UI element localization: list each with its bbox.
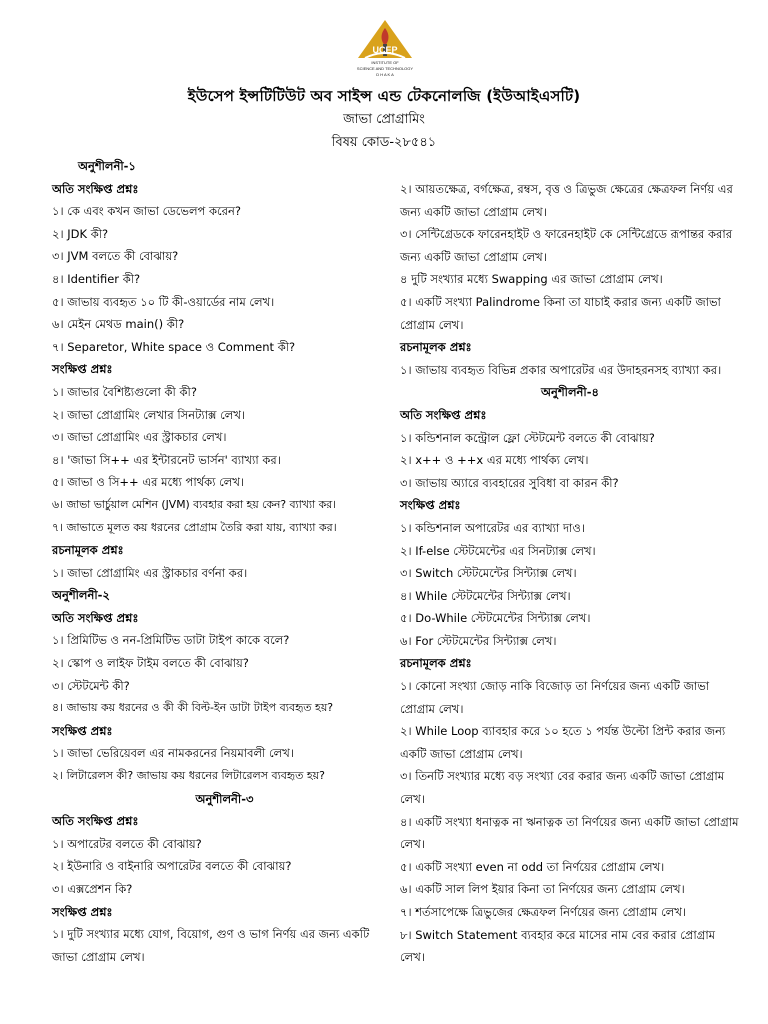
question: ৩। এক্সপ্রেশন কি? [52, 882, 133, 896]
section-heading-short: সংক্ষিপ্ত প্রশ্নঃ [52, 362, 113, 377]
question: ৩। জাভায় অ্যারে ব্যবহারের সুবিধা বা কারন কী? [400, 475, 619, 490]
question: ৭। জাভাতে মূলত কয় ধরনের প্রোগ্রাম তৈরি করা যায়, ব্যাখ্যা কর। [52, 520, 337, 534]
section-heading-short: সংক্ষিপ্ত প্রশ্নঃ [52, 723, 113, 738]
logo-ucep-text: UCEP [372, 45, 398, 55]
question: ১। প্রিমিটিভ ও নন-প্রিমিটিভ ডাটা টাইপ কাকে বলে? [52, 633, 290, 648]
question: ১। জাভা প্রোগ্রামিং এর স্ট্রাকচার বর্ণনা কর। [52, 565, 248, 580]
section-heading-very-short: অতি সংক্ষিপ্ত প্রশ্নঃ [52, 181, 139, 196]
question: ২। JDK কী? [52, 226, 109, 241]
question: ৬। For স্টেটমেন্টের সিন্ট্যাক্স লেখ। [400, 633, 557, 648]
section-heading-creative: রচনামূলক প্রশ্নঃ [400, 656, 472, 671]
section-heading-very-short: অতি সংক্ষিপ্ত প্রশ্নঃ [52, 814, 139, 829]
question: ২। While Loop ব্যাবহার করে ১০ হতে ১ পর্যন্ত উল্টো প্রিন্ট করার জন্য একটি জাভা প্রোগ্রাম লেখ। [400, 724, 726, 761]
question: ৩। সেন্টিগ্রেডকে ফারেনহাইট ও ফারেনহাইট কে সেন্টিগ্রেডে রূপান্তর করার জন্য একটি জাভা প্রোগ্রাম লেখ। [400, 227, 733, 264]
right-column [400, 178, 740, 969]
section-heading-creative: রচনামূলক প্রশ্নঃ [52, 543, 124, 558]
question: ৩। Switch স্টেটমেন্টের সিন্ট্যাক্স লেখ। [400, 566, 577, 581]
question: ৪। জাভায় কয় ধরনের ও কী কী বিল্ট-ইন ডাটা টাইপ ব্যবহৃত হয়? [52, 701, 334, 715]
question: ৬। মেইন মেথড main() কী? [52, 317, 185, 332]
question: ২। If-else স্টেটমেন্টের এর সিনট্যাক্স লেখ। [400, 543, 596, 558]
question: ৫। জাভায় ব্যবহৃত ১০ টি কী-ওয়ার্ডের নাম লেখ। [52, 294, 275, 309]
question: ১। জাভার বৈশিষ্ট্যগুলো কী কী? [52, 384, 197, 399]
question: ৬। জাভা ভার্চুয়াল মেশিন (JVM) ব্যবহার করা হয় কেন? ব্যাখ্যা কর। [52, 497, 336, 511]
question: ২। স্কোপ ও লাইফ টাইম বলতে কী বোঝায়? [52, 656, 249, 671]
exercise-heading: অনুশীলনী-২ [52, 588, 110, 603]
subject-code: বিষয় কোড-২৮৫৪১ [331, 135, 437, 150]
question: ৫। একটি সংখ্যা even না odd তা নির্ণয়ের প্রোগ্রাম লেখ। [400, 859, 665, 874]
question: ৪। Identifier কী? [52, 271, 141, 286]
question: ২। ইউনারি ও বাইনারি অপারেটর বলতে কী বোঝায়? [52, 859, 292, 874]
question: ৫। একটি সংখ্যা Palindrome কিনা তা যাচাই করার জন্য একটি জাভা প্রোগ্রাম লেখ। [400, 294, 721, 332]
question: ৫। জাভা ও সি++ এর মধ্যে পার্থক্য লেখ। [52, 475, 245, 490]
question: ৩। স্টেটমেন্ট কী? [52, 678, 130, 693]
subject-name: জাভা প্রোগ্রামিং [343, 112, 425, 127]
question: ২। আয়তক্ষেত্র, বর্গক্ষেত্র, রম্বস, বৃত্ত ও ত্রিভুজ ক্ষেত্রের ক্ষেত্রফল নির্ণয় এর জন্য একটি জাভা প্রোগ্রাম লেখ। [400, 182, 733, 219]
section-heading-very-short: অতি সংক্ষিপ্ত প্রশ্নঃ [52, 610, 139, 625]
question: ৩। JVM বলতে কী বোঝায়? [52, 249, 179, 264]
logo-line-4: D H A K A [376, 72, 394, 77]
question: ১। জাভায় ব্যবহৃত বিভিন্ন প্রকার অপারেটর এর উদাহরনসহ ব্যাখ্যা কর। [400, 362, 722, 377]
exercise-heading: অনুশীলনী-১ [78, 159, 136, 173]
question: ৪। 'জাভা সি++ এর ইন্টারনেট ভার্সন' ব্যাখ্যা কর। [52, 452, 281, 467]
question: ২। লিটারেলস কী? জাভায় কয় ধরনের লিটারেলস ব্যবহৃত হয়? [52, 769, 325, 783]
section-heading-short: সংক্ষিপ্ত প্রশ্নঃ [400, 498, 461, 513]
question: ১। জাভা ভেরিয়েবল এর নামকরনের নিয়মাবলী লেখ। [52, 746, 294, 761]
question: ৭। শর্তসাপেক্ষে ত্রিভুজের ক্ষেত্রফল নির্ণয়ের জন্য প্রোগ্রাম লেখ। [400, 905, 686, 919]
section-heading-very-short: অতি সংক্ষিপ্ত প্রশ্নঃ [400, 407, 487, 422]
question: ৩। জাভা প্রোগ্রামিং এর স্ট্রাকচার লেখ। [52, 430, 227, 445]
question: ১। কোনো সংখ্যা জোড় নাকি বিজোড় তা নির্ণয়ের জন্য একটি জাভা প্রোগ্রাম লেখ। [400, 679, 710, 716]
logo-line-2: INSTITUTE OF [371, 60, 399, 65]
institute-logo [355, 18, 415, 88]
exercise-heading: অনুশীলনী-৩ [195, 791, 254, 806]
question: ১। দুটি সংখ্যার মধ্যে যোগ, বিয়োগ, গুণ ও ভাগ নির্ণয় এর জন্য একটি জাভা প্রোগ্রাম লেখ। [52, 927, 370, 964]
left-column [52, 155, 397, 968]
question: ২। x++ ও ++x এর মধ্যে পার্থক্য লেখ। [400, 453, 589, 468]
question: ৪। While স্টেটমেন্টের সিন্ট্যাক্স লেখ। [400, 588, 571, 603]
institute-title: ইউসেপ ইন্সটিটিউট অব সাইন্স এন্ড টেকনোলজি (ইউআইএসটি) [187, 87, 581, 105]
question: ৩। তিনটি সংখ্যার মধ্যে বড় সংখ্যা বের করার জন্য একটি জাভা প্রোগ্রাম লেখ। [400, 769, 725, 807]
question: ৬। একটি সাল লিপ ইয়ার কিনা তা নির্ণয়ের জন্য প্রোগ্রাম লেখ। [400, 882, 685, 897]
exercise-heading: অনুশীলনী-৪ [541, 385, 599, 400]
question: ৫। Do-While স্টেটমেন্টের সিন্ট্যাক্স লেখ। [400, 611, 591, 626]
question: ১। কন্ডিশনাল কন্ট্রোল ফ্লো স্টেটমেন্ট বলতে কী বোঝায়? [400, 430, 655, 445]
question: ৪ দুটি সংখ্যার মধ্যে Swapping এর জাভা প্রোগ্রাম লেখ। [400, 272, 663, 287]
question: ২। জাভা প্রোগ্রামিং লেখার সিনট্যাক্স লেখ। [52, 407, 246, 422]
question: ৭। Separetor, White space ও Comment কী? [52, 339, 296, 354]
section-heading-short: সংক্ষিপ্ত প্রশ্নঃ [52, 904, 113, 919]
question: ৪। একটি সংখ্যা ধনাত্নক না ঋনাত্নক তা নির্ণয়ের জন্য একটি জাভা প্রোগ্রাম লেখ। [400, 814, 739, 852]
question: ১। অপারেটর বলতে কী বোঝায়? [52, 836, 202, 851]
question: ১। কে এবং কখন জাভা ডেভেলপ করেন? [52, 204, 241, 219]
question: ১। কন্ডিশনাল অপারেটর এর ব্যাখ্যা দাও। [400, 520, 585, 535]
question: ৮। Switch Statement ব্যবহার করে মাসের নাম বের করার প্রোগ্রাম লেখ। [400, 927, 716, 965]
logo-line-3: SCIENCE AND TECHNOLOGY [356, 66, 414, 71]
section-heading-creative: রচনামূলক প্রশ্নঃ [400, 340, 472, 355]
